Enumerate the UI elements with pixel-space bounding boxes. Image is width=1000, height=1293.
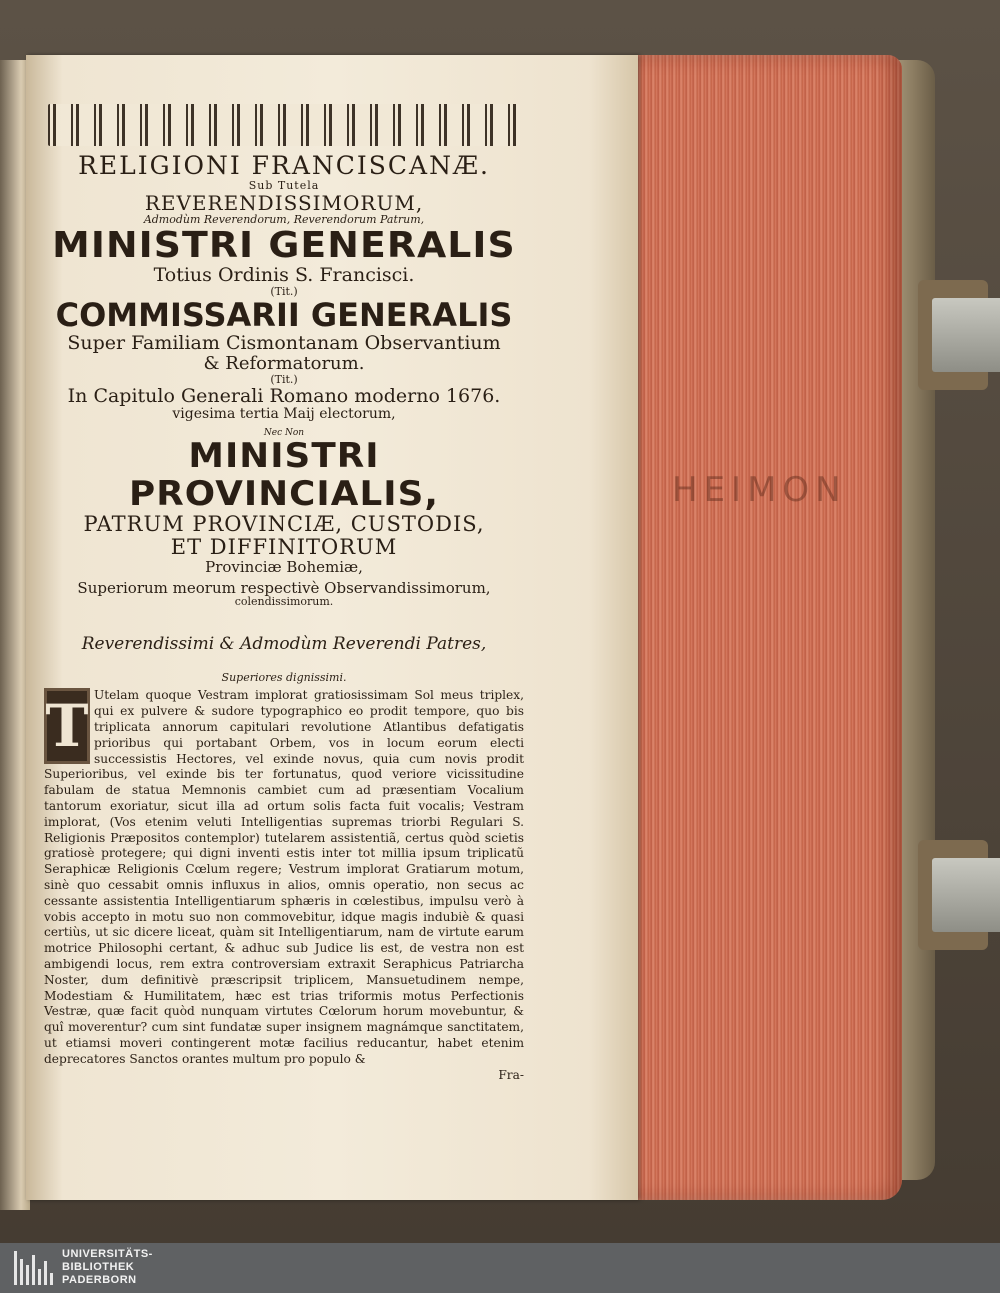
dedication-line-13: vigesima tertia Maij electorum,	[172, 406, 396, 423]
library-name	[62, 1248, 153, 1287]
page-edges	[620, 55, 902, 1200]
library-name-line-3: PADERBORN	[62, 1274, 137, 1286]
clasp-top	[918, 280, 998, 390]
dedication-line-9: Super Familiam Cismontanam Observantium	[67, 332, 501, 355]
ornament-band	[48, 104, 520, 146]
dedication-line-18: Provinciæ Bohemiæ,	[205, 558, 363, 577]
dedication-line-8: COMMISSARII GENERALIS	[55, 296, 513, 335]
dedication-line-4: Admodùm Reverendorum, Reverendorum Patrum,	[143, 212, 425, 226]
body-text-block	[44, 688, 524, 1067]
dedication-line-5: MINISTRI GENERALIS	[52, 224, 516, 266]
dedication-line-17: ET DIFFINITORUM	[170, 535, 398, 560]
dedication-line-1: RELIGIONI FRANCISCANÆ.	[78, 151, 490, 180]
salutation: Reverendissimi & Admodùm Reverendi Patres,	[81, 634, 487, 655]
dedication-line-2: Sub Tutela	[248, 178, 320, 192]
edge-stamp: HEIMON	[672, 470, 847, 510]
dedication-line-16: PATRUM PROVINCIÆ, CUSTODIS,	[83, 512, 485, 537]
dedication-line-12: In Capitulo Generali Romano moderno 1676.	[67, 385, 501, 408]
dedication-line-6: Totius Ordinis S. Francisci.	[153, 264, 415, 287]
dedication-line-10: & Reformatorum.	[203, 353, 365, 375]
dedication-line-14: Nec Non	[263, 427, 305, 438]
dedication-line-20: colendissimorum.	[234, 595, 334, 609]
page-content	[44, 100, 524, 1094]
dedication-line-7: (Tit.)	[270, 285, 298, 299]
library-footer	[0, 1243, 1000, 1293]
library-name-line-1: UNIVERSITÄTS-	[62, 1248, 153, 1260]
library-name-line-2: BIBLIOTHEK	[62, 1261, 135, 1273]
drop-cap: T	[44, 688, 90, 764]
catchword: Fra-	[498, 1067, 524, 1082]
clasp-bottom	[918, 840, 998, 950]
body-text: Utelam quoque Vestram implorat gratiosissimam Sol meus triplex, qui ex pulvere & sudore typographico eo prodit tempore, quo bis triplicata annorum capitulari revolutione Atlantibus defatigatis prioribus qui portabant Orbem, vos in locum eorum electi successistis Hectores, vel exinde novus, quia cum novis prodit Superioribus, vel exinde bis ter fortunatus, quod veriore vicissitudine fabulam de statua Memnonis cambiet cum ad præsentiam Vocalium tantorum exoriatur, sicut illa ad ortum solis facta fuit vocalis; Vestram implorat, (Vos etenim veluti Intelligentias supremas triorbi Regulari S. Religionis Præpositos contemplor) tutelarem assistentiã, certus quòd scietis gratiosè protegere; qui digni inventi estis inter tot millia ipsum triplicatũ Seraphicæ Religionis Cœlum regere; Vestrum implorat Gratiarum motum, sinè quo cessabit omnis influxus in alios, omnis operatio, non secus ac cessante assistentia Intelligentiarum sphæris in cœlestibus, impulsu verò à vobis accepto in motu suo non commovebitur, idque magis indubiè & quasi certiùs, ut sic dicere liceat, quàm sit Intelligentiarum, nam de virtute earum motrice Philosophi certant, & adhuc sub Judice lis est, de vestra non est ambigendi locus, rem extra controversiam extraxit Seraphicus Patriarcha Noster, dum definitivè præscripsit triplicem, Mansuetudinem nempe, Modestiam & Humilitatem, hæc est trias triformis motus Perfectionis Vestræ, quæ facit quòd nunquam virtutes Cœlorum horum movebuntur, & quî moverentur? cum sint fundatæ super insignem magnámque sanctitatem, ut etiamsi moveri contingerent motæ facilius reducantur, habet etenim deprecatores Sanctos orantes multum pro populo &	[44, 688, 524, 1066]
dedication-line-19: Superiorum meorum respectivè Observandissimorum,	[77, 578, 491, 597]
library-logo-icon	[14, 1251, 54, 1285]
dedication-line-15: MINISTRI PROVINCIALIS,	[129, 436, 439, 514]
dedication-line-11: (Tit.)	[270, 373, 298, 387]
salutation-subline: Superiores dignissimi.	[221, 671, 347, 685]
dedication-line-3: REVERENDISSIMORUM,	[144, 190, 424, 215]
